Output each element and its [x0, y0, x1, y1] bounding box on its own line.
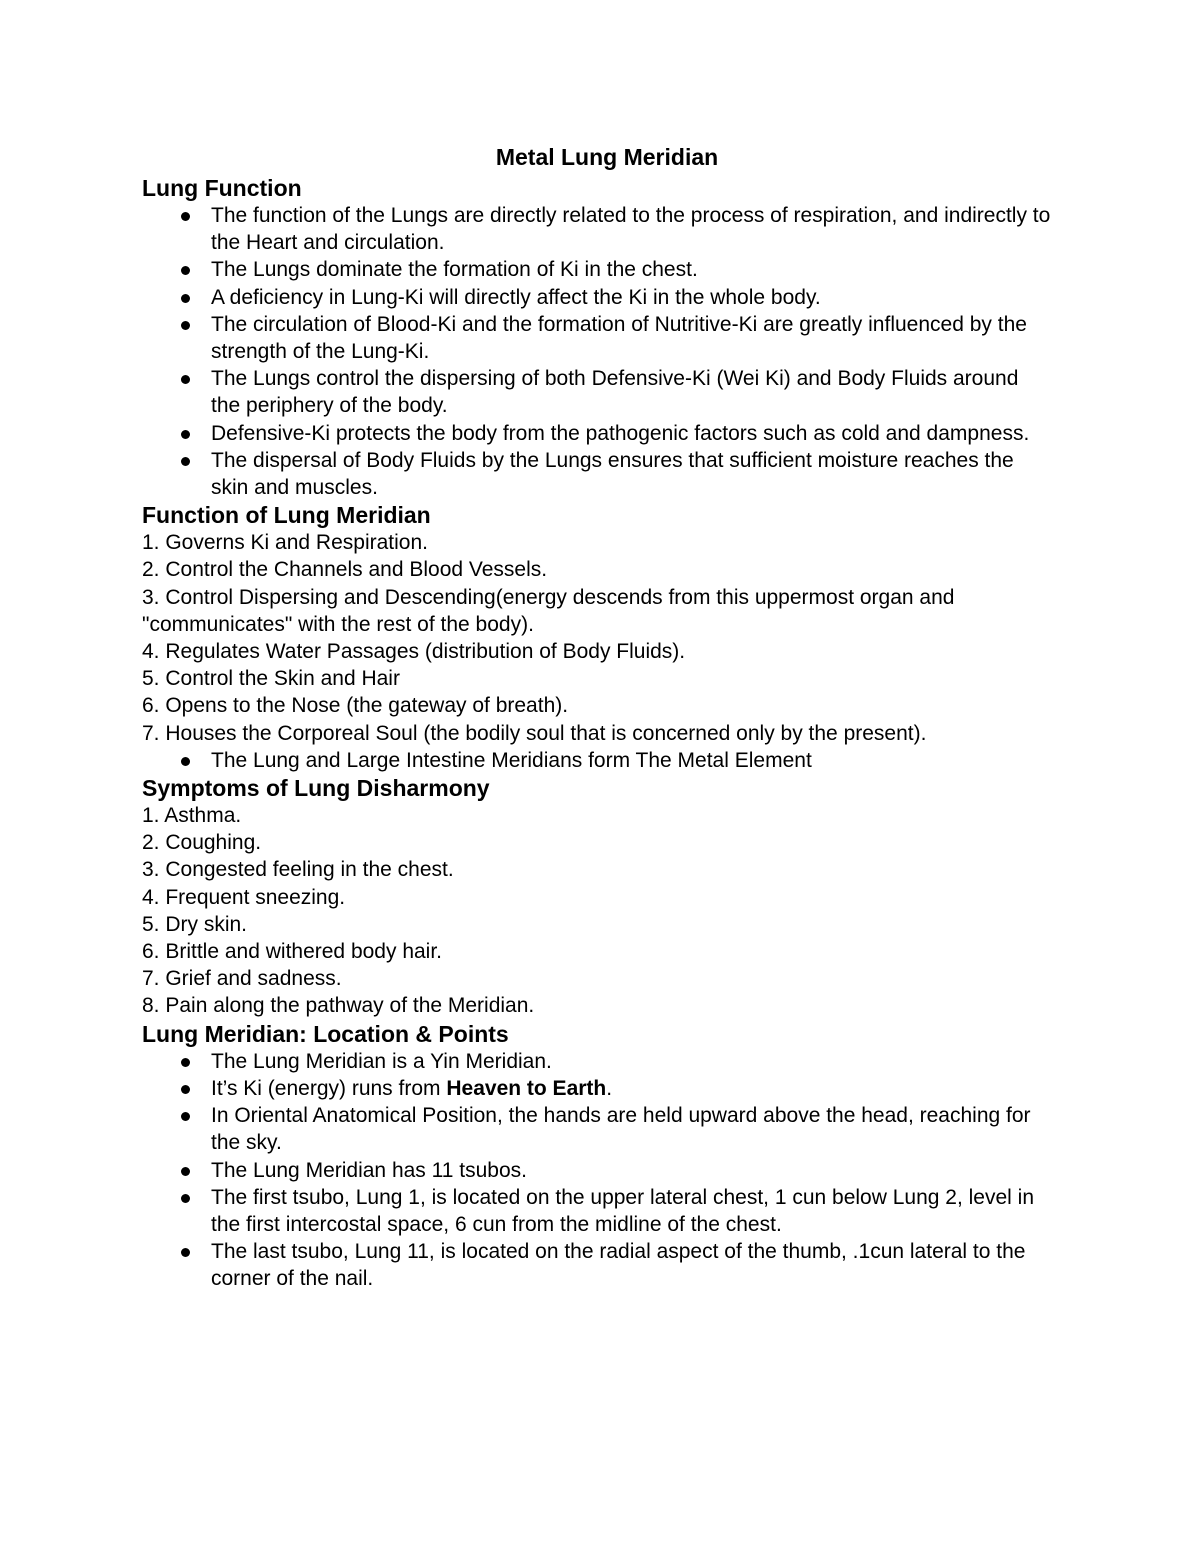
meridian-function-bullet-list [142, 747, 1072, 774]
numbered-item: 4. Frequent sneezing. [142, 885, 346, 909]
location-list [142, 1048, 1072, 1293]
list-item: The Lungs control the dispersing of both Defensive-Ki (Wei Ki) and Body Fluids around the periphery of the body. [142, 365, 1072, 419]
numbered-item: 1. Governs Ki and Respiration. [142, 531, 428, 555]
bullet-icon [181, 1058, 190, 1067]
list-item: Defensive-Ki protects the body from the pathogenic factors such as cold and dampness. [142, 420, 1072, 447]
bold-text: Heaven to Earth [446, 1076, 607, 1100]
list-item: A deficiency in Lung-Ki will directly affect the Ki in the whole body. [142, 284, 1072, 311]
bullet-icon [181, 294, 190, 303]
section-heading-lung-function: Lung Function [142, 175, 302, 201]
document-title: Metal Lung Meridian [495, 144, 719, 170]
bullet-icon [181, 266, 190, 275]
lung-function-list [142, 202, 1072, 501]
numbered-item: 4. Regulates Water Passages (distribution of Body Fluids). [142, 640, 686, 664]
bullet-icon [181, 321, 190, 330]
bullet-icon [181, 757, 190, 766]
numbered-item: 2. Control the Channels and Blood Vessels. [142, 558, 548, 582]
bullet-icon [181, 1085, 190, 1094]
list-item: In Oriental Anatomical Position, the hands are held upward above the head, reaching for the sky. [142, 1102, 1072, 1156]
bullet-icon [181, 375, 190, 384]
list-item: The Lungs dominate the formation of Ki in the chest. [142, 256, 1072, 283]
bullet-icon [181, 1112, 190, 1121]
numbered-item: 3. Congested feeling in the chest. [142, 858, 454, 882]
list-item: The Lung Meridian is a Yin Meridian. [142, 1048, 1072, 1075]
section-heading-meridian-function: Function of Lung Meridian [142, 502, 431, 529]
list-item: The first tsubo, Lung 1, is located on the upper lateral chest, 1 cun below Lung 2, level in the first intercostal space, 6 cun from the midline of the chest. [142, 1184, 1072, 1238]
bullet-icon [181, 1248, 190, 1257]
section-heading-location: Lung Meridian: Location & Points [142, 1020, 509, 1047]
list-item: The Lung Meridian has 11 tsubos. [142, 1157, 1072, 1184]
bullet-icon [181, 457, 190, 466]
numbered-item: 7. Houses the Corporeal Soul (the bodily soul that is concerned only by the present). [142, 721, 927, 745]
numbered-item: 7. Grief and sadness. [142, 967, 342, 991]
section-heading-symptoms: Symptoms of Lung Disharmony [142, 775, 490, 802]
numbered-item: 3. Control Dispersing and Descending(energy descends from this uppermost organ and "communicates" with the rest of the body). [142, 585, 955, 636]
document-page [142, 140, 1072, 1293]
symptoms-list [142, 802, 1072, 1020]
numbered-item: 5. Control the Skin and Hair [142, 667, 400, 691]
numbered-item: 6. Opens to the Nose (the gateway of breath). [142, 694, 569, 718]
numbered-item: 1. Asthma. [142, 804, 242, 828]
bullet-icon [181, 212, 190, 221]
list-item: It’s Ki (energy) runs from Heaven to Earth. [142, 1075, 1072, 1102]
list-item: The function of the Lungs are directly related to the process of respiration, and indirectly to the Heart and circulation. [142, 202, 1072, 256]
numbered-item: 5. Dry skin. [142, 912, 248, 936]
numbered-item: 6. Brittle and withered body hair. [142, 940, 443, 964]
numbered-item: 2. Coughing. [142, 831, 262, 855]
list-item: The last tsubo, Lung 11, is located on the radial aspect of the thumb, .1cun lateral to the corner of the nail. [142, 1238, 1072, 1292]
list-item: The dispersal of Body Fluids by the Lungs ensures that sufficient moisture reaches the skin and muscles. [142, 447, 1072, 501]
bullet-icon [181, 1167, 190, 1176]
meridian-function-list [142, 529, 1072, 747]
list-item: The Lung and Large Intestine Meridians form The Metal Element [142, 747, 1072, 774]
numbered-item: 8. Pain along the pathway of the Meridian. [142, 994, 535, 1018]
list-item: The circulation of Blood-Ki and the formation of Nutritive-Ki are greatly influenced by the strength of the Lung-Ki. [142, 311, 1072, 365]
bullet-icon [181, 1194, 190, 1203]
bullet-icon [181, 430, 190, 439]
